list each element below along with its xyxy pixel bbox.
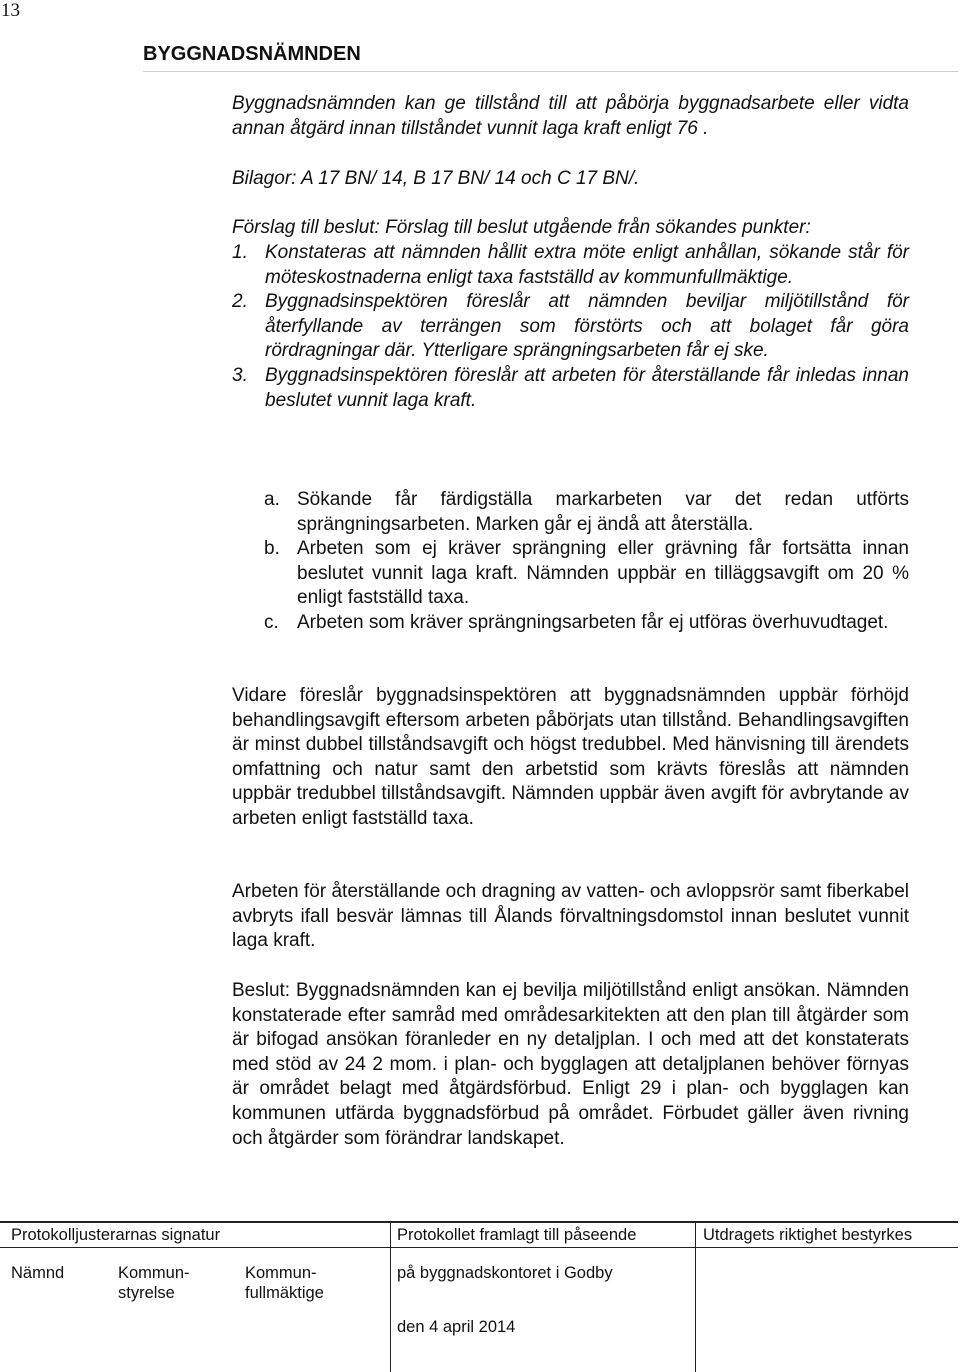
list-item <box>232 241 909 290</box>
proposal-heading: Förslag till beslut: Förslag till beslut utgående från sökandes punkter: <box>232 217 811 238</box>
restoration-paragraph: Arbeten för återställande och dragning av vatten- och avloppsrör samt fiberkabel avbryts ifall besvär lämnas till Ålands förvaltningsdomstol innan beslutet vunnit laga kraft. <box>232 881 909 952</box>
list-item <box>232 364 909 413</box>
posting-location: på byggnadskontoret i Godby <box>397 1264 613 1282</box>
label-line: styrelse <box>118 1284 175 1302</box>
list-number: 1. <box>232 242 248 263</box>
signature-table <box>0 1221 958 1372</box>
board-signature-label: Nämnd <box>11 1264 65 1282</box>
numbered-list <box>232 241 909 413</box>
list-item <box>264 611 909 636</box>
list-letter: c. <box>264 611 279 633</box>
municipal-council-label <box>245 1263 324 1303</box>
list-item <box>232 290 909 364</box>
lettered-list <box>232 488 909 636</box>
label-line: Kommun- <box>245 1264 317 1282</box>
intro-paragraph: Byggnadsnämnden kan ge tillstånd till att påbörja byggnadsarbete eller vidta annan åtgärd innan tillståndet vunnit laga kraft enligt 76 . <box>232 93 909 139</box>
column-divider <box>390 1223 391 1372</box>
list-text: Arbeten som ej kräver sprängning eller grävning får fortsätta innan beslutet vunnit laga kraft. Nämnden uppbär en tilläggsavgift om 20 % enligt fastställd taxa. <box>297 538 909 609</box>
section-title: BYGGNADSNÄMNDEN <box>143 43 361 65</box>
label-line: Kommun- <box>118 1264 190 1282</box>
list-text: Byggnadsinspektören föreslår att arbeten för återställande får inledas innan beslutet vunnit laga kraft. <box>265 364 909 411</box>
header-divider <box>143 71 958 72</box>
list-text: Arbeten som kräver sprängningsarbeten får ej utföras överhuvudtaget. <box>297 611 889 633</box>
posting-header: Protokollet framlagt till påseende <box>397 1226 637 1244</box>
column-divider <box>695 1223 696 1372</box>
list-item <box>264 488 909 537</box>
fee-paragraph: Vidare föreslår byggnadsinspektören att byggnadsnämnden uppbär förhöjd behandlingsavgift eftersom arbeten påbörjats utan tillstånd. Behandlingsavgiften är minst dubbel tillståndsavgift och högst tredubbel. Med hänvisning till ärendets omfattning och natur samt den arbetstid som krävts föreslås att nämnden uppbär tredubbel tillståndsavgift. Nämnden uppbär även avgift för avbrytande av arbeten enligt fastställd taxa. <box>232 685 909 829</box>
list-letter: a. <box>264 489 280 510</box>
list-item <box>264 537 909 611</box>
municipal-board-label <box>118 1263 190 1303</box>
page-number: 13 <box>1 0 20 21</box>
list-text: Byggnadsinspektören föreslår att nämnden beviljar miljötillstånd för återfyllande av terrängen som förstörts och att bolaget får göra rördragningar där. Ytterligare sprängningsarbeten får ej ske. <box>265 291 909 362</box>
attachments-line: Bilagor: A 17 BN/ 14, B 17 BN/ 14 och C 17 BN/. <box>232 168 640 189</box>
list-text: Konstateras att nämnden hållit extra möte enligt anhållan, sökande står för möteskostnaderna enligt taxa fastställd av kommunfullmäktige. <box>265 242 909 288</box>
posting-date: den 4 april 2014 <box>397 1318 516 1336</box>
signature-header: Protokolljusterarnas signatur <box>11 1226 221 1244</box>
list-number: 2. <box>232 291 248 313</box>
certification-header: Utdragets riktighet bestyrkes <box>703 1226 913 1244</box>
list-letter: b. <box>264 538 280 560</box>
decision-paragraph: Beslut: Byggnadsnämnden kan ej bevilja miljötillstånd enligt ansökan. Nämnden konstaterade efter samråd med områdesarkitekten att den plan till åtgärder som är bifogad ansökan föranleder en ny detaljplan. I och med att det konstaterats med stöd av 24 2 mom. i plan- och bygglagen att detaljplanen behöver förnyas är området belagt med åtgärdsförbud. Enligt 29 i plan- och bygglagen kan kommunen utfärda byggnadsförbud på området. Förbudet gäller även rivning och åtgärder som förändrar landskapet. <box>232 980 909 1149</box>
label-line: fullmäktige <box>245 1284 324 1302</box>
list-text: Sökande får färdigställa markarbeten var det redan utförts sprängningsarbeten. Marken går ej ändå att återställa. <box>297 489 909 535</box>
list-number: 3. <box>232 364 248 386</box>
